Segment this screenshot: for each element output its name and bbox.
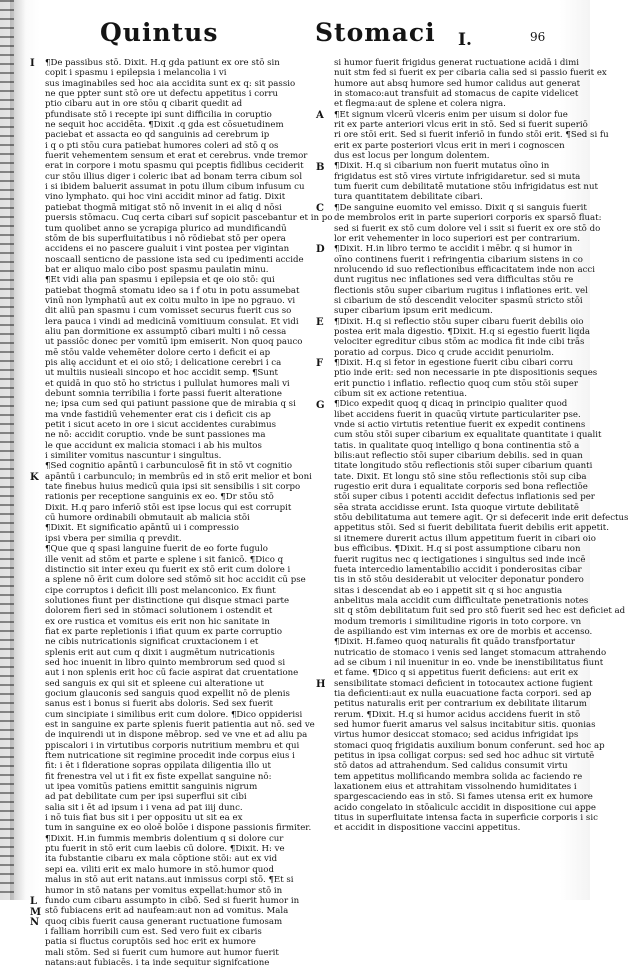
text-line: sed hoc inuenit in libro quinto membrorum sed quod si	[45, 657, 286, 668]
margin-letter: C	[316, 202, 324, 214]
text-line: est in sanguine ex parte splenis fuerit patientia aut nō. sed ve	[45, 720, 315, 730]
text-line: tura quantitatem debilitate cibari.	[334, 192, 483, 203]
text-line: splenis erit aut cum q dixit i augmētum nutricationis	[45, 647, 275, 658]
margin-letter: N	[30, 917, 40, 929]
text-line: bat er aliquo malo cibo post spasmu paulatin minu.	[45, 264, 269, 275]
text-line: sed si fuerit ex stō cum dolore vel i ssit si fuerit ex ore stō do	[334, 223, 601, 234]
text-line: rugestio erit dura i equalitate corporis sed bona reflectiōe	[334, 482, 588, 493]
text-line: dus est locus per longum dolentem.	[334, 151, 490, 162]
text-line: patiebat thogmā mitigat stō nō invenit in ei aliq d nōsi	[45, 202, 282, 213]
text-line: tis in stō stōu desiderabit ut velociter deponatur pondero	[334, 575, 584, 586]
margin-letter: I	[30, 58, 35, 69]
text-line: et quidā in quo stō ho strictus i pullulat humores mali vi	[45, 378, 290, 389]
text-line: tum quolibet anno se ycrapiga plurico ad mundificandū	[45, 223, 287, 234]
text-line: nutricatio de stomaco i venis sed langet stomacum attrahendo	[334, 647, 607, 658]
text-line: de inquirendi ut in dispone mēbrop. sed ve vne et ad aliu pa	[45, 730, 308, 741]
text-line: debunt somnia terribilia i forte passi fuerit alteratione	[45, 389, 282, 399]
text-line: ne sequit hoc accidēta. ¶Dixit .q gda est cōsuetudinem	[45, 120, 284, 131]
text-line: fit: i ēt i flderatione sopras oppilata diligentia illo ut	[45, 761, 271, 772]
text-line: stomaci quoq frigidatis auxilium bonum conferunt. sed hoc ap	[334, 740, 605, 751]
text-line: et accidit in dispositione vaccini appetitus.	[334, 823, 521, 834]
text-line: petit i sicut aceto in ore i sicut accidentes curabimus	[45, 420, 277, 431]
text-line: de membrolos erit in parte superiori corporis ex sparsō fluat:	[334, 213, 602, 224]
margin-letter: G	[316, 399, 325, 411]
text-line: tia deficienti:aut ex nulla euacuatione facta corpori. sed ap	[334, 688, 592, 699]
margin-letter: E	[316, 316, 324, 328]
text-line: sensibilitate stomaci deficient in totocautex actione fugient	[334, 678, 593, 689]
text-line: cum sincipiate i similibus erit cum dolore. ¶Dico oppiderisi	[45, 709, 303, 720]
text-line: sit q stōm debilitatum fuit sed pro stō fuerit sed hec est deficiet ad	[334, 606, 626, 617]
text-line: appetitus stōi. Sed si fuerit debilitata fuerit debilis erit appetit.	[334, 523, 609, 534]
text-line: rit ex parte anteriori vlcus erit in stō. Sed si fuerit superiō	[334, 120, 588, 131]
running-head-right: Stomaci	[315, 18, 436, 47]
text-line: velociter egreditur cibus stōm ac modica fit inde cibi trās	[334, 337, 585, 348]
text-line: ¶De passibus stō. Dixit. H.q gda patiunt ex ore stō sin	[45, 58, 280, 68]
right-margin-letters	[316, 58, 330, 858]
text-line: anbelitus mala accidit cum difficultate penetrationis notes	[334, 595, 589, 606]
text-line: pfundisate stō i recepte ipi sunt difficilia in coruptio	[45, 109, 272, 120]
text-line: ex ore rustica et vomitus eis erit non hic sanitate in	[45, 616, 270, 627]
text-line: virtus humor desiccat stomaco; sed acidus infrigidat ips	[334, 730, 579, 741]
right-text-column	[334, 58, 628, 834]
text-line: sed sanguis ex qui sit et spleene cui alteratione ut	[45, 678, 264, 689]
text-line: cibum sit ex actione retentiua.	[334, 389, 468, 399]
text-line: fuerit rugitus nec q iectigationes i singultus sed inde incē	[334, 554, 586, 565]
text-line: ipsi vbera per similia q prevdit.	[45, 533, 182, 544]
text-line: gocium glauconis sed sanguis quod expellit nō de plenis	[45, 688, 290, 699]
text-line: nuit stm fed si fuerit ex per cibaria calia sed si passio fuerit ex	[334, 68, 607, 79]
text-line: sitas i descendat ab eo i appetit sit q si hoc angustia	[334, 585, 563, 596]
text-line: frigidatus est stō vires virtute infrigidaretur. sed si muta	[334, 171, 581, 182]
margin-letter: L	[30, 896, 38, 908]
text-line: ne que ppter sunt stō ore ut defectu appetitus i corru	[45, 89, 278, 100]
text-line: oīno continens fuerit i refringentia cibarium sistens in co	[334, 254, 583, 265]
text-line: le que accidunt ex malicia stomaci i ab his multos	[45, 440, 262, 451]
text-line: ¶Dixit. H.q si cibarium non fuerit mutatus oīno in	[334, 161, 550, 172]
text-line: ¶Dixit. H.in fummis membris dolentium q si dolore cur	[45, 833, 284, 844]
text-line: i si ibidem baluerit assumat in potu illum cibum infusum cu	[45, 182, 305, 193]
text-line: titus in superfluitate intensa facta in superficie corporis i sic	[334, 813, 598, 824]
text-line: cum stōu stōi super cibarium ex equalitate quantitate i qualit	[334, 430, 602, 441]
text-line: patia si fluctus coruptōis sed hoc erit ex humore	[45, 937, 256, 948]
text-line: erit punctio i inflatio. reflectio quoq cum stōu stōi super	[334, 378, 578, 389]
text-line: puersis stōmacu. Cuq certa cibari suf sopicit pascebantur et in po	[45, 213, 333, 224]
text-line: erat in corpore i motu spasmu qui pceptis fidlibus ceciderit	[45, 161, 304, 172]
text-line: ita fubstantie cibaru ex mala cōptione stōi: aut ex vid	[45, 854, 278, 865]
text-line: si humor fuerit frigidus generat ructuatione acidā i dimi	[334, 58, 580, 68]
text-line: nrolucendo id suo reflectionibus efficacitatem inde non acci	[334, 264, 595, 275]
text-line: paciebat et assacta eo qd sanguinis ad cerebrum ip	[45, 130, 270, 141]
text-line: ne nō: accidit coruptio. vnde be sunt passiones ma	[45, 430, 266, 441]
text-line: sus imaginabiles sed hoc aia accidita sunt ex q: sit passio	[45, 78, 296, 89]
text-line: rationis per receptione sanguinis ex eo. ¶Dr stōu stō	[45, 492, 274, 503]
text-line: ma vnde fastidiū vehementer erat cis i deficit cis ap	[45, 409, 271, 420]
text-line: et fame. ¶Dico q si appetitus fuerit deficiens: aut erit ex	[334, 668, 579, 679]
text-line: fiat ex parte repletionis i ifiat quum ex parte corruptio	[45, 626, 283, 637]
text-line: bus efficibus. ¶Dixit. H.q si post assumptione cibaru non	[334, 544, 581, 555]
text-line: i similiter vomitus nascuntur i singultus.	[45, 451, 222, 462]
text-line: quoq cibis fuerit causa generant ructuatione fumosam	[45, 916, 283, 927]
text-line: fuerit vehementem sensum et erat et cerebrus. vnde tremor	[45, 151, 308, 162]
text-line: distinctio sit inter exeu qu fuerit ex stō erit cum dolore i	[45, 564, 291, 575]
text-line: sepi ea. viliti erit ex malo humore in stō.humor quod	[45, 864, 274, 875]
text-line: natans:aut fubiacēs. i ta inde sequitur signifcatione	[45, 957, 270, 968]
text-line: fit frenestra vel ut i fit ex fiste expellat sanguine nō:	[45, 771, 272, 782]
text-line: sanus est i bonus si fuerit abs doloris. Sed sex fuerit	[45, 699, 274, 710]
section-number: I.	[458, 30, 472, 50]
text-line: tate finebus huius medicū quia ipsi sit sensibilis i sit corpo	[45, 482, 301, 493]
text-line: ¶Et vidi alia pan spasmu i epilepsia et qe oio stō: qui	[45, 275, 275, 286]
text-line: ut ipea vomitūs patiens emittit sanguinis nigrum	[45, 782, 258, 793]
margin-letter: M	[30, 906, 42, 918]
text-line: lera pauca i vindi ad medicinā vomitiuum consulat. Et vidi	[45, 316, 299, 327]
left-text-column	[45, 58, 333, 968]
text-line: erit ex parte posteriori vlcus erit in meri i cognoscen	[334, 140, 565, 151]
text-line: cipe corruptos i deficit illi post melanconico. Ex fiunt	[45, 585, 276, 596]
text-line: super cibarium ipsum erit medicum.	[334, 306, 493, 317]
text-line: i falliam horribili cum est. Sed vero fuit ex cibaris	[45, 926, 262, 937]
text-line: ¶Dixit. H.q si fetor in egestione fuerit cibu cibari corru	[334, 357, 574, 368]
text-line: ne cibis nutricationis significat cruxtacionem i et	[45, 637, 259, 648]
text-line: vnde si actio virtutis retentiue fuerit ex expedit continens	[334, 420, 586, 431]
text-line: petitus in ipsa colligat corpus: sed sed hoc adhuc sit virtutē	[334, 751, 595, 762]
text-line: ¶Dico expedit quoq q dicaq in principio qualiter quod	[334, 399, 568, 410]
text-line: poratio ad corpus. Dico q crude accidit penuriolm.	[334, 347, 554, 358]
margin-letter: B	[316, 161, 325, 173]
text-line: libet accidens fuerit in quacūq virtute particulariter pse.	[334, 409, 581, 420]
text-line: dit aliū pan spasmu i cum vomisset securus fuerit cus so	[45, 306, 292, 317]
text-line: bilis:aut reflectio stōi super cibarium debilis. sed in quan	[334, 451, 583, 462]
text-line: modum tremoris i similitudine rigoris in toto corpore. vn	[334, 616, 582, 627]
text-line: ftem nutricatione sit regimine procedit inde corpus eius i	[45, 751, 295, 762]
gutter-shadow	[10, 0, 26, 900]
text-line: patiebat thogmā stomatu ideo sa i f otu in potu assumebat	[45, 285, 300, 296]
text-line: spargescaciendo eas in stō. Si fames utensa erit ex humore	[334, 792, 593, 803]
text-line: fundo cum cibaru assumpto in cibō. Sed si fuerit humor in	[45, 895, 300, 906]
text-line: humore aut absq humore sed humor calidus aut generat	[334, 78, 581, 89]
text-line: ptu fuerit in stō erit cum laebis cū dolore. ¶Dixit. H: ve	[45, 844, 285, 855]
text-line: stō fubiacens erit ad naufeam:aut non ad vomitus. Mala	[45, 906, 289, 917]
text-line: ¶De sanguine euomito vel emisso. Dixit q si sanguis fuerit	[334, 202, 587, 213]
text-line: acido congelato in stōaliculc accidit in dispositione cui appe	[334, 802, 596, 813]
text-line: ¶Que que q spasi languine fuerit de eo forte fugulo	[45, 544, 268, 555]
text-line: Dixit. H.q paro inferiō stōi est ipse locus qui est corrupit	[45, 502, 292, 513]
text-line: stōu debilitatuma aut temere agit. Qr si defecerit inde erit defectus	[334, 513, 628, 524]
text-line: tum in sanguine ex eo oloē bolōe i dispone passionis firmiter.	[45, 823, 312, 834]
text-line: tum fuerit cum debilitatē mutatione stōu infrigidatus est nut	[334, 182, 598, 193]
text-line: ¶Dixit. H.in libro termo te accidit i mēbr. q si humor in	[334, 244, 573, 255]
text-line: ¶Et signum vlcerū vlceris enim per uisum si dolor fue	[334, 109, 568, 120]
text-line: cur stōu illius diger i coleric ibat ad bonam terra cibum sol	[45, 171, 303, 182]
folio-number: 96	[530, 30, 546, 44]
text-line: i q o pti stōu cura patiebat humores coleri ad stō q os	[45, 140, 279, 151]
text-line: ¶Dixit. Et significatio apāntū ui i compressio	[45, 523, 239, 534]
text-line: ille venit ad stōm et parte e splene i sit fanicō. ¶Dico q	[45, 554, 284, 565]
text-line: aut i non splenis erit hoc cū facie aspirat dat cruentatione	[45, 668, 299, 679]
text-line: ¶Sed cognitio apāntū i carbunculosē fit in stō vt cognitio	[45, 461, 293, 472]
text-line: ¶Dixit. H.fameo quoq naturalis fit quādo transfportatur	[334, 637, 575, 648]
text-line: sed humor fuerit amarus vel salsus incitabitur sitis. quonias	[334, 720, 596, 730]
text-line: dolorem fieri sed in stōmaci solutionem i ostendit et	[45, 606, 273, 617]
text-line: de aspiliando est vim internas ex ore de morbis et accenso.	[334, 626, 593, 637]
text-line: ¶Dixit. H.q si reflectio stōu super cibaru fuerit debilis oio	[334, 316, 584, 327]
text-line: stōm de bis superfluitatibus i nō rōdiebat stō per opera	[45, 233, 286, 244]
margin-letter: D	[316, 244, 325, 256]
left-margin-letters	[30, 58, 44, 929]
text-line: pis alię accidunt et ei oio stō; i delicatione cerebri i ca	[45, 357, 282, 368]
text-line: stōi super cibus i potenti accidit defectus inflationis sed per	[334, 492, 595, 503]
text-line: i nō tuis fiat bus sit i per oppositu ut sit ea ex	[45, 813, 243, 824]
text-line: in stomaco:aut transfuit ad stomacus de capite videlicet	[334, 89, 579, 100]
text-line: ad se cibum i nil inuenitur in eo. vnde be inenstibilitatus fiunt	[334, 657, 604, 668]
text-line: rerum. ¶Dixit. H.q si humor acidus accidens fuerit in stō	[334, 709, 581, 720]
margin-letter: F	[316, 358, 324, 370]
text-line: petitus naturalis erit per contrarium ex debilitate ilitarum	[334, 699, 587, 710]
text-line: ri ore stōi erit. Sed si fuerit inferiō in fundo stōi erit. ¶Sed si fu	[334, 130, 609, 141]
text-line: ut passiōc donec per vomitū ipm emiserit. Non quoq pauco	[45, 337, 303, 348]
text-line: sēa strata accidisse erunt. Ista quoque virtute debilitatē	[334, 502, 579, 513]
text-line: humor in stō natans per vomitus expellat:humor stō in	[45, 885, 283, 896]
margin-letter: K	[30, 472, 39, 483]
text-line: copit i spasmu i epilepsia i melancolia i vi	[45, 68, 227, 79]
text-line: dunt rugitus nec inflationes sed vera difficultas stōu re	[334, 275, 574, 286]
text-line: laxationem eius et attrahitam vissolnendo humiditates i	[334, 782, 577, 793]
running-head-left: Quintus	[100, 18, 219, 47]
text-line: solutiones fiunt per distinctione qui disque stmaci parte	[45, 595, 290, 606]
text-line: aliu pan dormitione ex assumptō cibari multi i nō cessa	[45, 326, 287, 337]
margin-letter: H	[316, 679, 326, 690]
text-line: vino lymphato. qui hoc vini accidit minor ad fatig. Dixit	[45, 192, 286, 203]
margin-letter: A	[316, 109, 324, 121]
text-line: tem appetitus mollificando membra solida ac faciendo re	[334, 771, 583, 782]
text-line: tate. Dixit. Et longu stō sine stōu reflectionis stōi sup ciba	[334, 471, 587, 482]
text-line: mē stōu valde vehemēter dolore certo i deficit ei ap	[45, 347, 271, 358]
text-line: malus in stō aut erit natans.aut inmissus corpi stō. ¶Et si	[45, 875, 294, 886]
text-line: mali stōm. Sed si fuerit cum humore aut humor fuerit	[45, 947, 279, 958]
text-line: ptio inde erit: sed non necessarie in pte dispositionis seques	[334, 368, 598, 379]
text-line: apāntū i carbunculo; in membrūs ed in stō erit melior et boni	[45, 471, 312, 482]
text-line: et flegma:aut de splene et colera nigra.	[334, 99, 506, 110]
text-line: ut multiis nusieali sincopo et hoc accidit semp. ¶Sunt	[45, 368, 278, 379]
text-line: titate longitudo stōu reflectionis stōi super cibarium quanti	[334, 461, 593, 472]
text-line: cū humore ordinabili obmutauit ab malicia stōi	[45, 513, 250, 524]
text-line: si cibarium de stō descendit velociter spasmū stricto stōi	[334, 295, 583, 306]
text-line: postea erit mala digestio. ¶Dixit. H.q si egestio fuerit liqda	[334, 326, 591, 337]
text-line: vinū non lymphatū aut ex coitu multo in ipe no pgrauo. vi	[45, 295, 296, 306]
text-line: a splene nō ērit cum dolore sed stōmō sit hoc accidit cū pse	[45, 575, 306, 586]
text-line: noscaall senticno de passione ista sed cu ipedimenti accide	[45, 254, 304, 265]
text-line: ad pat debilitate cum per ipsi superflui sit cibi	[45, 792, 247, 803]
text-line: flectionis stōu super cibarium rugitus i inflationes erit. vel	[334, 285, 588, 296]
text-line: salia sit i ēt ad ipsum i i vena ad pat iiij dunc.	[45, 802, 243, 813]
text-line: tatis. in qualitate quoq intelligo q bona continentia stō a	[334, 440, 580, 451]
text-line: accidens ei no pascere gualuit i vint postea per vigintan	[45, 244, 290, 255]
text-line: stō datos ad attrahendum. Sed calidus consumit virtu	[334, 761, 568, 772]
text-line: fueta intercedio lamentabilio accidit i ponderositas cibar	[334, 564, 582, 575]
text-line: ppiscalori i in virtutibus corporis nutritium membru et qui	[45, 740, 300, 751]
text-line: lor erit vehementer in loco superiori est per contrarium.	[334, 233, 580, 244]
text-line: ptio cibaru aut in ore stōu q cibarit quedit ad	[45, 99, 243, 110]
text-line: ne; ipsa cum sed qui patiunt passione que de mirabia q si	[45, 399, 296, 410]
text-line: si itnemere durerit actus illum appetitum fuerit in cibari oio	[334, 533, 596, 544]
